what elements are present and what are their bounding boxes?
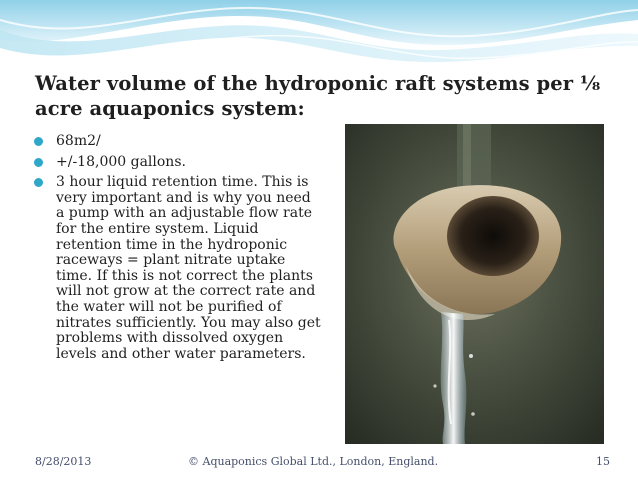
- bullet-icon: [34, 158, 43, 167]
- list-item: [32, 155, 322, 171]
- bullet-list: [32, 134, 322, 367]
- footer-copyright: © Aquaponics Global Ltd., London, England.: [188, 455, 439, 468]
- bullet-icon: [34, 178, 43, 187]
- bullet-text: 68m2/: [56, 133, 101, 149]
- bullet-text: +/-18,000 gallons.: [56, 153, 186, 170]
- page-number: 15: [596, 455, 610, 468]
- footer-date: 8/28/2013: [35, 455, 92, 468]
- bullet-text: 3 hour liquid retention time. This is very important and is why you need a pump with an adjustable flow rate for the entire system. Liquid retention time in the hydroponic raceways = plant nitrate uptake time. If this is not correct the plants will not grow at the correct rate and the water will not be purified of nitrates sufficiently. You may also get problems with dissolved oxygen levels and other water parameters.: [56, 174, 321, 362]
- header-wave-decoration: [0, 0, 638, 70]
- slide-title: Water volume of the hydroponic raft systems per ⅛ acre aquaponics system:: [35, 72, 601, 120]
- list-item: [32, 175, 322, 362]
- list-item: [32, 134, 322, 150]
- bamboo-pipe-water-photo: [345, 124, 604, 444]
- bullet-icon: [34, 137, 43, 146]
